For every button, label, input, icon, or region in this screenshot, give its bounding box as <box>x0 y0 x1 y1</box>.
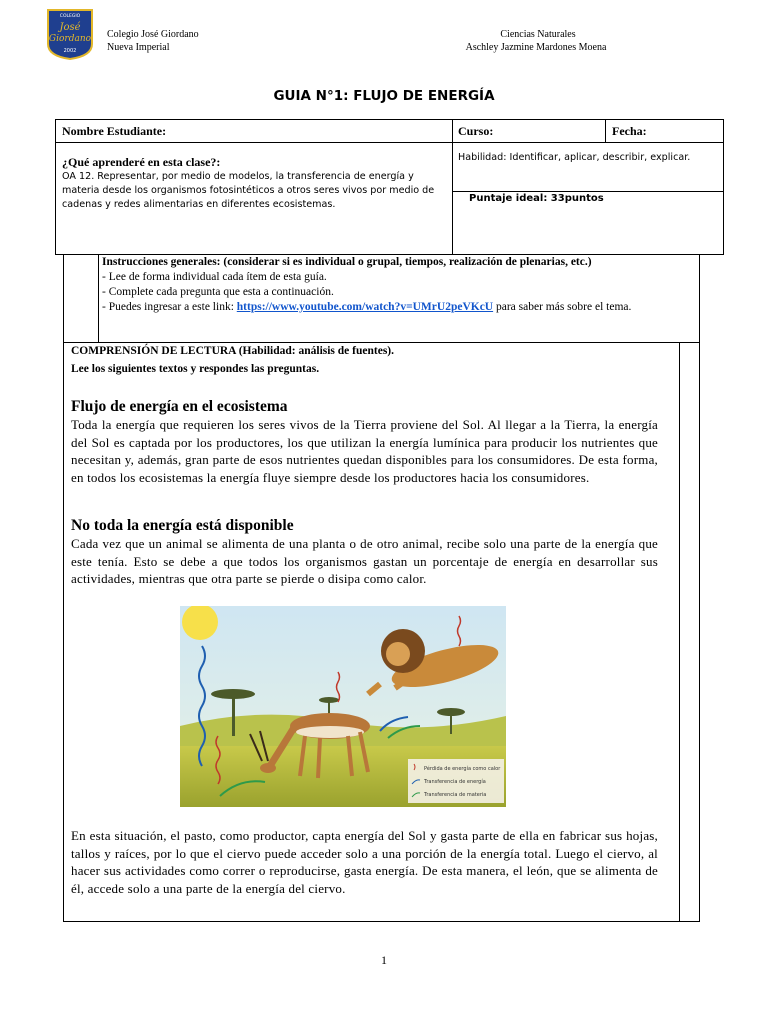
learning-objective: OA 12. Representar, por medio de modelos, la transferencia de energía y materia desde los organismos fotosintéticos a otros seres vivos por medio de cadenas y redes alimentarias en diferentes ecosistemas. <box>62 171 435 210</box>
logo-name2: Giordano <box>48 34 92 44</box>
legend-energy-transfer: Transferencia de energía <box>424 779 486 785</box>
date-label: Fecha: <box>612 124 647 138</box>
course-label: Curso: <box>458 124 494 138</box>
instructions-box <box>63 254 700 343</box>
instruction-item-1: - Lee de forma individual cada ítem de esta guía. <box>102 271 327 283</box>
learn-question: ¿Qué aprenderé en esta clase?: <box>62 155 221 169</box>
teacher-name: Aschley Jazmine Mardones Moena <box>465 42 607 53</box>
section2-title: No toda la energía está disponible <box>71 517 294 534</box>
page-number: 1 <box>381 953 387 967</box>
instructions-heading: Instrucciones generales: (considerar si es individual o grupal, tiempos, realización de plenarias, etc.) <box>102 256 592 268</box>
section3-text: En esta situación, el pasto, como productor, capta energía del Sol y gasta parte de ella en fabricar sus hojas, tallos y raíces, por lo que el ciervo puede acceder solo a una porción de la energía total. Luego el ciervo, al hacer sus actividades como correr o reproducirse, gasta energía. De esta manera, el león, que se alimenta de él, accede solo a una parte de la energía del ciervo. <box>71 828 658 896</box>
ideal-score: Puntaje ideal: 33puntos <box>469 193 604 204</box>
energy-flow-illustration <box>180 606 506 807</box>
logo-year: 2002 <box>63 48 77 54</box>
header-right <box>458 28 618 54</box>
student-name-label: Nombre Estudiante: <box>62 124 167 138</box>
instruction-item-3-pre: - Puedes ingresar a este link: <box>102 301 237 313</box>
section1-text: Toda la energía que requieren los seres vivos de la Tierra proviene del Sol. Al llegar a la Tierra, la energía del Sol es captada por los productores, los que utilizan la energía lumínica para producir los nutrientes que necesitan y, además, gran parte de esos nutrientes quedan disponibles para los consumidores. De esta forma, en todos los ecosistemas la energía fluye siempre desde los productores hacia los consumidores. <box>71 417 658 485</box>
info-table <box>55 119 724 255</box>
instructions-content <box>102 255 696 315</box>
section2-text: Cada vez que un animal se alimenta de una planta o de otro animal, recibe solo una parte de la energía que este tenía. Esto se debe a que todos los organismos gastan un porcentaje de energía en desarrollar sus actividades, mientras que otra parte se pierde o disipa como calor. <box>71 536 658 586</box>
instruction-item-3 <box>102 300 696 315</box>
school-logo <box>46 8 94 60</box>
header-left <box>107 28 199 54</box>
illustration-legend <box>408 759 504 803</box>
school-city: Nueva Imperial <box>107 42 170 53</box>
reading-subheading: Lee los siguientes textos y respondes las preguntas. <box>71 363 320 375</box>
logo-name1: José <box>59 22 81 33</box>
instruction-item-2: - Complete cada pregunta que esta a continuación. <box>102 286 334 298</box>
instruction-item-3-post: para saber más sobre el tema. <box>493 301 632 313</box>
school-name: Colegio José Giordano <box>107 29 199 40</box>
logo-top-text: COLEGIO <box>59 14 81 19</box>
youtube-link[interactable]: https://www.youtube.com/watch?v=UMrU2peVKcU <box>236 301 494 313</box>
legend-matter-transfer: Transferencia de materia <box>424 792 487 798</box>
reading-heading: COMPRENSIÓN DE LECTURA (Habilidad: análisis de fuentes). <box>71 345 394 357</box>
skills-text: Habilidad: Identificar, aplicar, describir, explicar. <box>458 152 691 163</box>
subject: Ciencias Naturales <box>500 29 576 40</box>
page-title: GUIA N°1: FLUJO DE ENERGÍA <box>273 88 495 104</box>
legend-heat-loss: Pérdida de energía como calor <box>424 766 501 772</box>
section1-title: Flujo de energía en el ecosistema <box>71 398 288 415</box>
